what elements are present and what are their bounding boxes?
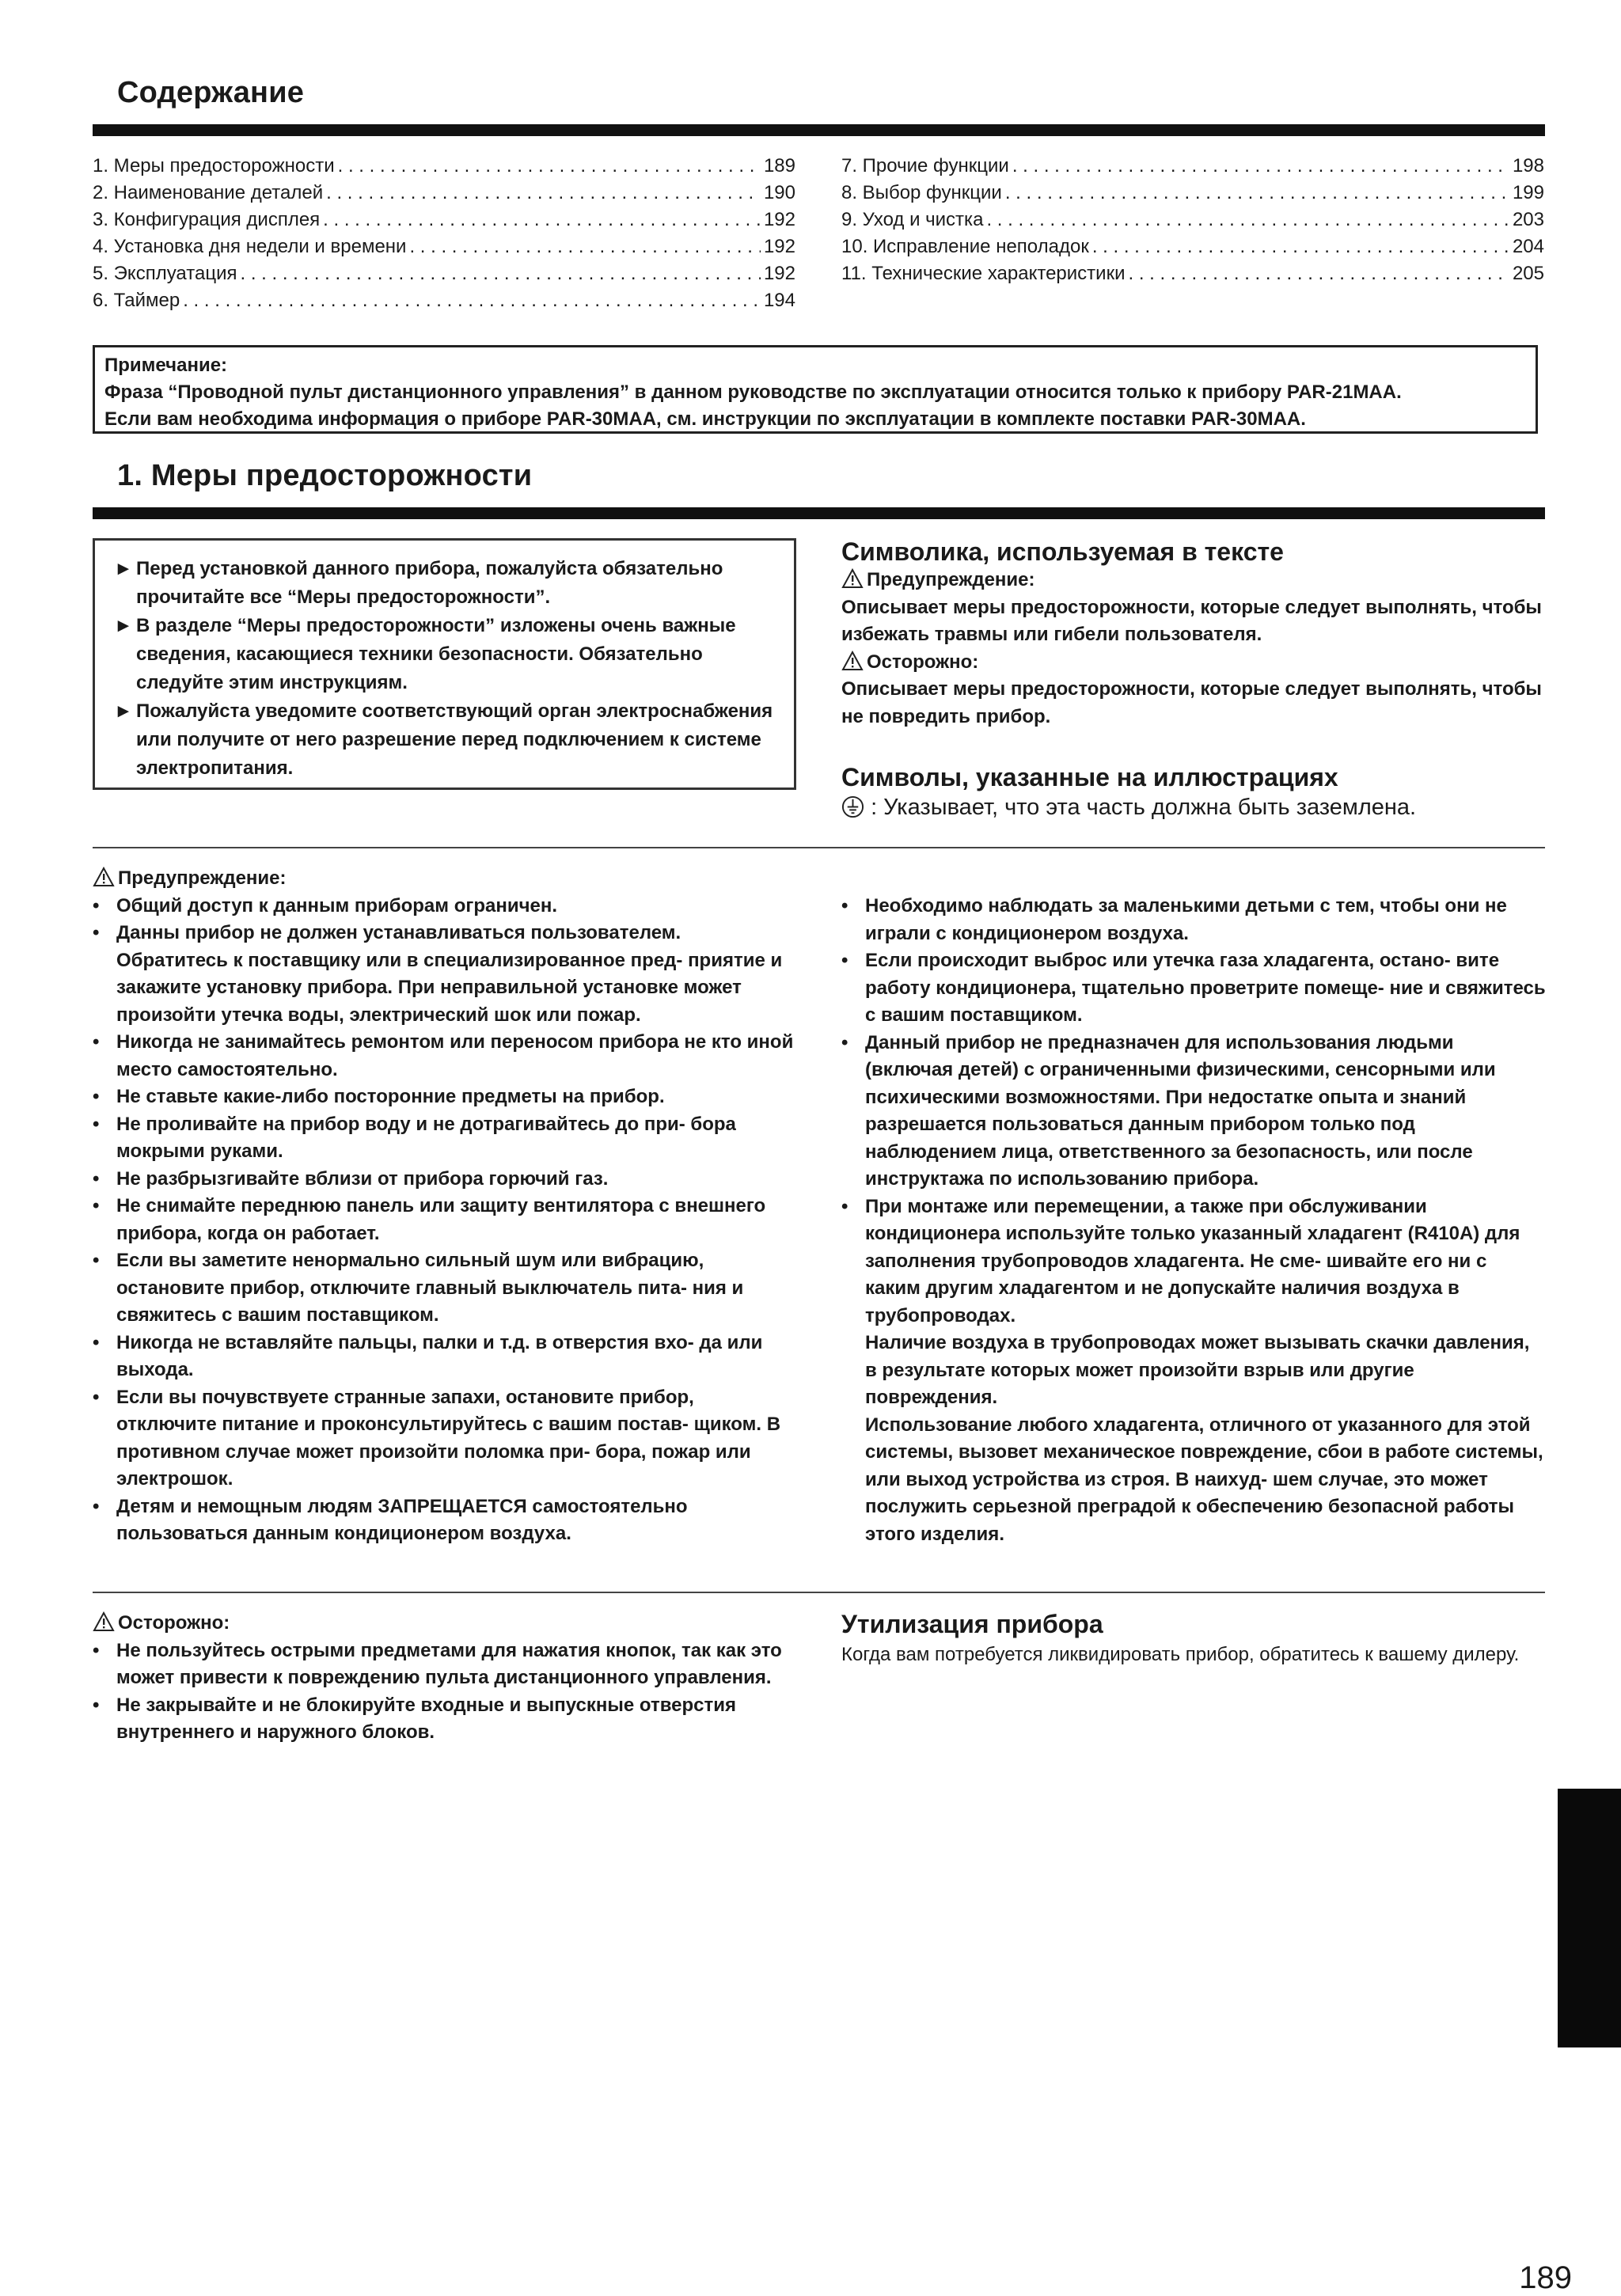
- toc-entry[interactable]: 9. Уход и чистка . . . 203: [841, 207, 1544, 233]
- warning-continuation: Использование любого хладагента, отличного от указанного для этой системы, вызовет механическое повреждение, сбои в работе системы, или выход устройства из строя. В наихуд- шем случае, это может послужить серьезной преградой к обеспечению безопасной работы этого изделия.: [865, 1414, 1543, 1545]
- note-line: Фраза “Проводной пульт дистанционного управления” в данном руководстве по эксплуатации относится только к прибору PAR-21MAA.: [104, 381, 1402, 403]
- toc-entry[interactable]: 8. Выбор функции . . . 199: [841, 180, 1544, 207]
- toc-entry[interactable]: 4. Установка дня недели и времени . . . 192: [93, 233, 795, 260]
- arrow-icon: ►: [114, 558, 133, 579]
- toc-entry[interactable]: 1. Меры предосторожности . . . 189: [93, 153, 795, 180]
- toc-entry[interactable]: 11. Технические характеристики . . . 205: [841, 260, 1544, 287]
- warning-symbol-label: Предупреждение:: [841, 567, 1546, 594]
- warnings-right-column: [841, 893, 1546, 1548]
- warning-item: • Не снимайте переднюю панель или защиту вентилятора с внешнего прибора, когда он работает.: [93, 1195, 766, 1244]
- toc-entry[interactable]: 7. Прочие функции . . . 198: [841, 153, 1544, 180]
- divider: [93, 847, 1545, 848]
- disposal-text: Когда вам потребуется ликвидировать прибор, обратитесь к вашему дилеру.: [841, 1644, 1520, 1665]
- note-line: Если вам необходима информация о приборе PAR-30MAA, см. инструкции по эксплуатации в комплекте поставки PAR-30MAA.: [104, 408, 1306, 430]
- warning-continuation: Наличие воздуха в трубопроводах может вызывать скачки давления, в результате которых может произойти взрыв или другие повреждения.: [865, 1332, 1530, 1408]
- caution-triangle-icon: [93, 1611, 115, 1632]
- warning-description: Описывает меры предосторожности, которые следует выполнять, чтобы избежать травмы или гибели пользователя.: [841, 596, 1542, 645]
- arrow-icon: ►: [114, 700, 133, 722]
- warnings-left-column: [93, 865, 797, 1548]
- disposal-heading: Утилизация прибора: [841, 1610, 1103, 1638]
- note-box: [93, 345, 1538, 434]
- section-title: 1. Меры предосторожности: [117, 459, 533, 492]
- cautions-column: [93, 1610, 797, 1747]
- toc-entry[interactable]: 5. Эксплуатация . . . 192: [93, 260, 795, 287]
- warning-item: • Данны прибор не должен устанавливаться пользователем. Обратитесь к поставщику или в специализированное пред- приятие и закажите установку прибора. При неправильной установке может произойти утечка воды, электрический шок или пожар.: [93, 922, 783, 1026]
- toc-right-column: [841, 153, 1544, 287]
- warning-item: • Никогда не занимайтесь ремонтом или переносом прибора не кто иной место самостоятельно.: [93, 1031, 794, 1080]
- warning-item: • Не проливайте на прибор воду и не дотрагивайтесь до при- бора мокрыми руками.: [93, 1113, 736, 1162]
- warnings-heading: Предупреждение:: [93, 865, 797, 893]
- section-thumb-tab: [1558, 1789, 1621, 2047]
- precaution-item: ► В разделе “Меры предосторожности” изложены очень важные сведения, касающиеся техники безопасности. Обязательно следуйте этим инструкциям.: [114, 612, 783, 697]
- divider: [93, 1592, 1545, 1593]
- warning-triangle-icon: [93, 867, 115, 887]
- warning-item: • Общий доступ к данным приборам ограничен.: [93, 894, 558, 917]
- caution-triangle-icon: [841, 651, 864, 671]
- warning-item: • Если вы заметите ненормально сильный шум или вибрацию, остановите прибор, отключите главный выключатель пита- ния и свяжитесь с вашим поставщиком.: [93, 1250, 744, 1326]
- caution-symbol-label: Осторожно:: [841, 649, 1546, 677]
- caution-item: • Не закрывайте и не блокируйте входные и выпускные отверстия внутреннего и наружного блоков.: [93, 1694, 737, 1743]
- toc-rule: [93, 124, 1545, 136]
- precaution-item: ► Перед установкой данного прибора, пожалуйста обязательно прочитайте все “Меры предосторожности”.: [114, 555, 783, 612]
- warning-item: • Не ставьте какие-либо посторонние предметы на прибор.: [93, 1086, 665, 1107]
- warning-item: • Не разбрызгивайте вблизи от прибора горючий газ.: [93, 1167, 609, 1190]
- warning-item: • При монтаже или перемещении, а также при обслуживании кондиционера используйте только указанный хладагент (R410A) для заполнения трубопроводов хладагента. Не сме- шивайте его ни с каким другим хладагентом и не допускайте наличия воздуха в трубопроводах.: [841, 1195, 1520, 1326]
- warning-item: • Необходимо наблюдать за маленькими детьми с тем, чтобы они не играли с кондиционером воздуха.: [841, 895, 1507, 944]
- toc-entry[interactable]: 2. Наименование деталей . . . 190: [93, 180, 795, 207]
- toc-left-column: [93, 153, 795, 314]
- ground-symbol-line: : Указывает, что эта часть должна быть заземлена.: [841, 793, 1554, 822]
- warning-item: • Никогда не вставляйте пальцы, палки и т.д. в отверстия вхо- да или выхода.: [93, 1331, 763, 1380]
- precaution-item: ► Пожалуйста уведомите соответствующий орган электроснабжения или получите от него разрешение перед подключением к системе электропитания.: [114, 697, 783, 783]
- toc-entry[interactable]: 6. Таймер . . . 194: [93, 287, 795, 314]
- toc-entry[interactable]: 3. Конфигурация дисплея . . . 192: [93, 207, 795, 233]
- ground-icon: [841, 795, 864, 818]
- toc-title: Содержание: [117, 76, 305, 109]
- warning-item: • Если происходит выброс или утечка газа хладагента, остано- вите работу кондиционера, тщательно проветрите помеще- ние и свяжитесь с вашим поставщиком.: [841, 950, 1546, 1026]
- page-number: 189: [1519, 2260, 1572, 2295]
- caution-item: • Не пользуйтесь острыми предметами для нажатия кнопок, так как это может привести к повреждению пульта дистанционного управления.: [93, 1639, 782, 1688]
- cautions-heading: Осторожно:: [93, 1610, 797, 1638]
- note-heading: Примечание:: [104, 355, 228, 376]
- warning-triangle-icon: [841, 568, 864, 589]
- warning-item: • Если вы почувствуете странные запахи, остановите прибор, отключите питание и проконсультируйтесь с вашим постав- щиком. В противном случае может произойти поломка при- бора, пожар или электрошок.: [93, 1386, 781, 1490]
- precaution-box: [93, 538, 796, 790]
- arrow-icon: ►: [114, 615, 133, 636]
- warning-item: • Детям и немощным людям ЗАПРЕЩАЕТСЯ самостоятельно пользоваться данным кондиционером воздуха.: [93, 1495, 688, 1544]
- warning-item: • Данный прибор не предназначен для использования людьми (включая детей) с ограниченными физическими, сенсорными или психическими возможностями. При недостатке опыта и знаний разрешается пользоваться данным прибором только под наблюдением лица, ответственного за безопасность, или после инструктажа по использованию прибора.: [841, 1031, 1496, 1190]
- section-rule: [93, 507, 1545, 519]
- illustration-symbols-heading: Символы, указанные на иллюстрациях: [841, 763, 1338, 791]
- symbols-block: [841, 567, 1546, 731]
- symbols-heading: Символика, используемая в тексте: [841, 537, 1284, 566]
- toc-entry[interactable]: 10. Исправление неполадок . . . 204: [841, 233, 1544, 260]
- caution-description: Описывает меры предосторожности, которые следует выполнять, чтобы не повредить прибор.: [841, 678, 1542, 727]
